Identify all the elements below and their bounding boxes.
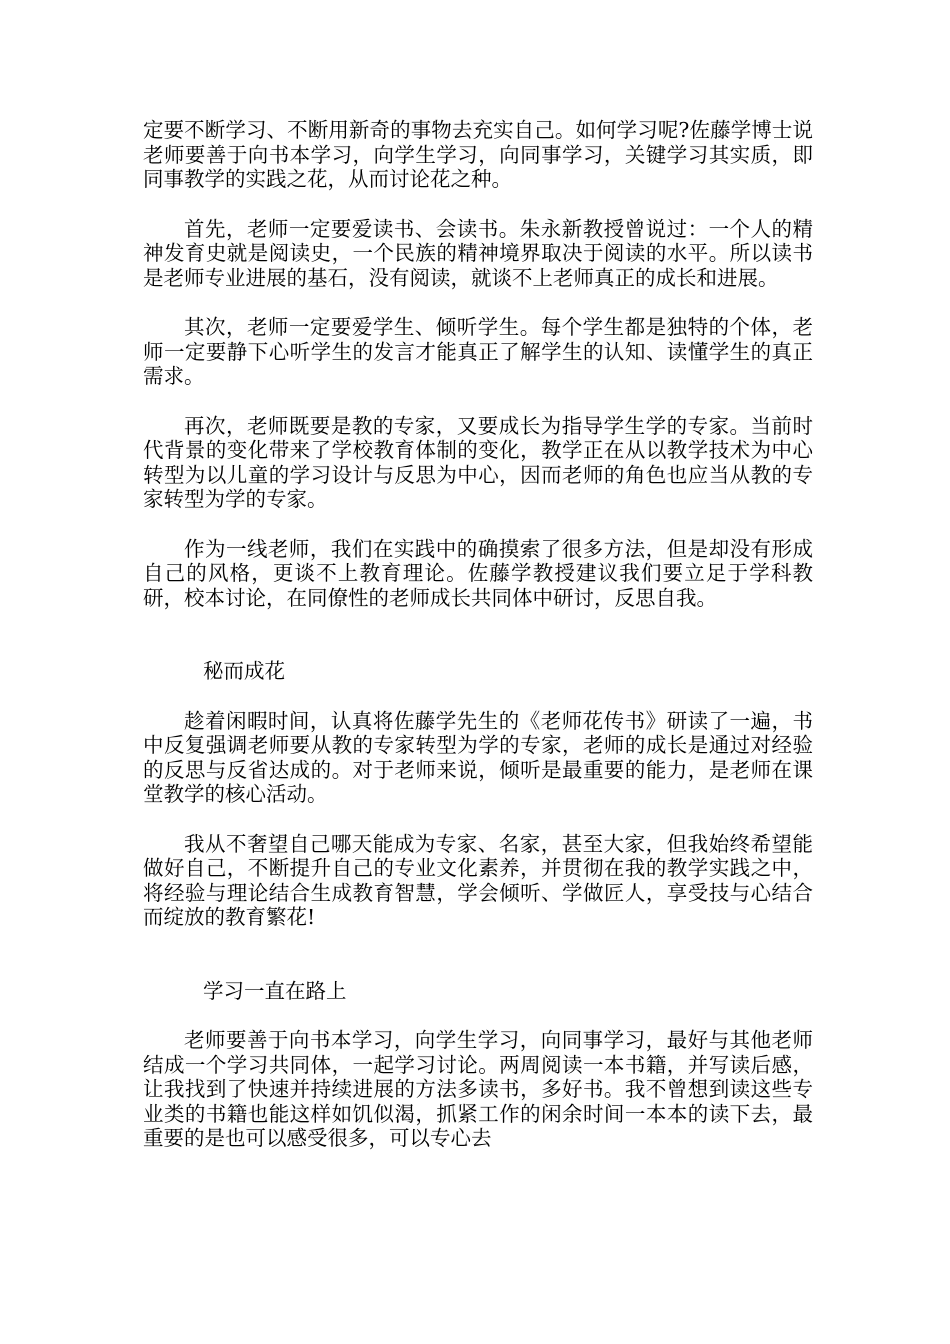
paragraph: 老师要善于向书本学习，向学生学习，向同事学习，最好与其他老师结成一个学习共同体，一起学习讨论。两周阅读一本书籍，并写读后感，让我找到了快速并持续进展的方法多读书，多好书。我不曾想到读这些专业类的书籍也能这样如饥似渴，抓紧工作的闲余时间一本本的读下去，最重要的是也可以感受很多，可以专心去 [143,1028,813,1150]
document-body [143,118,813,1176]
paragraph: 再次，老师既要是教的专家，又要成长为指导学生学的专家。当前时代背景的变化带来了学校教育体制的变化，教学正在从以教学技术为中心转型为以儿童的学习设计与反思为中心，因而老师的角色也应当从教的专家转型为学的专家。 [143,413,813,511]
paragraph: 其次，老师一定要爱学生、倾听学生。每个学生都是独特的个体，老师一定要静下心听学生的发言才能真正了解学生的认知、读懂学生的真正需求。 [143,315,813,388]
section-heading: 秘而成花 [203,659,285,683]
paragraph: 作为一线老师，我们在实践中的确摸索了很多方法，但是却没有形成自己的风格，更谈不上教育理论。佐藤学教授建议我们要立足于学科教研，校本讨论，在同僚性的老师成长共同体中研讨，反思自我。 [143,536,813,610]
paragraph: 首先，老师一定要爱读书、会读书。朱永新教授曾说过：一个人的精神发育史就是阅读史，一个民族的精神境界取决于阅读的水平。所以读书是老师专业进展的基石，没有阅读，就谈不上老师真正的成长和进展。 [143,216,813,290]
paragraph: 定要不断学习、不断用新奇的事物去充实自己。如何学习呢?佐藤学博士说老师要善于向书本学习，向学生学习，向同事学习，关键学习其实质，即同事教学的实践之花，从而讨论花之种。 [143,118,813,191]
section-heading: 学习一直在路上 [203,978,347,1003]
paragraph: 我从不奢望自己哪天能成为专家、名家，甚至大家，但我始终希望能做好自己，不断提升自己的专业文化素养，并贯彻在我的教学实践之中，将经验与理论结合生成教育智慧，学会倾听、学做匠人，享受技与心结合而绽放的教育繁花! [143,831,813,929]
paragraph: 趁着闲暇时间，认真将佐藤学先生的《老师花传书》研读了一遍，书中反复强调老师要从教的专家转型为学的专家，老师的成长是通过对经验的反思与反省达成的。对于老师来说，倾听是最重要的能力，是老师在课堂教学的核心活动。 [143,708,813,806]
